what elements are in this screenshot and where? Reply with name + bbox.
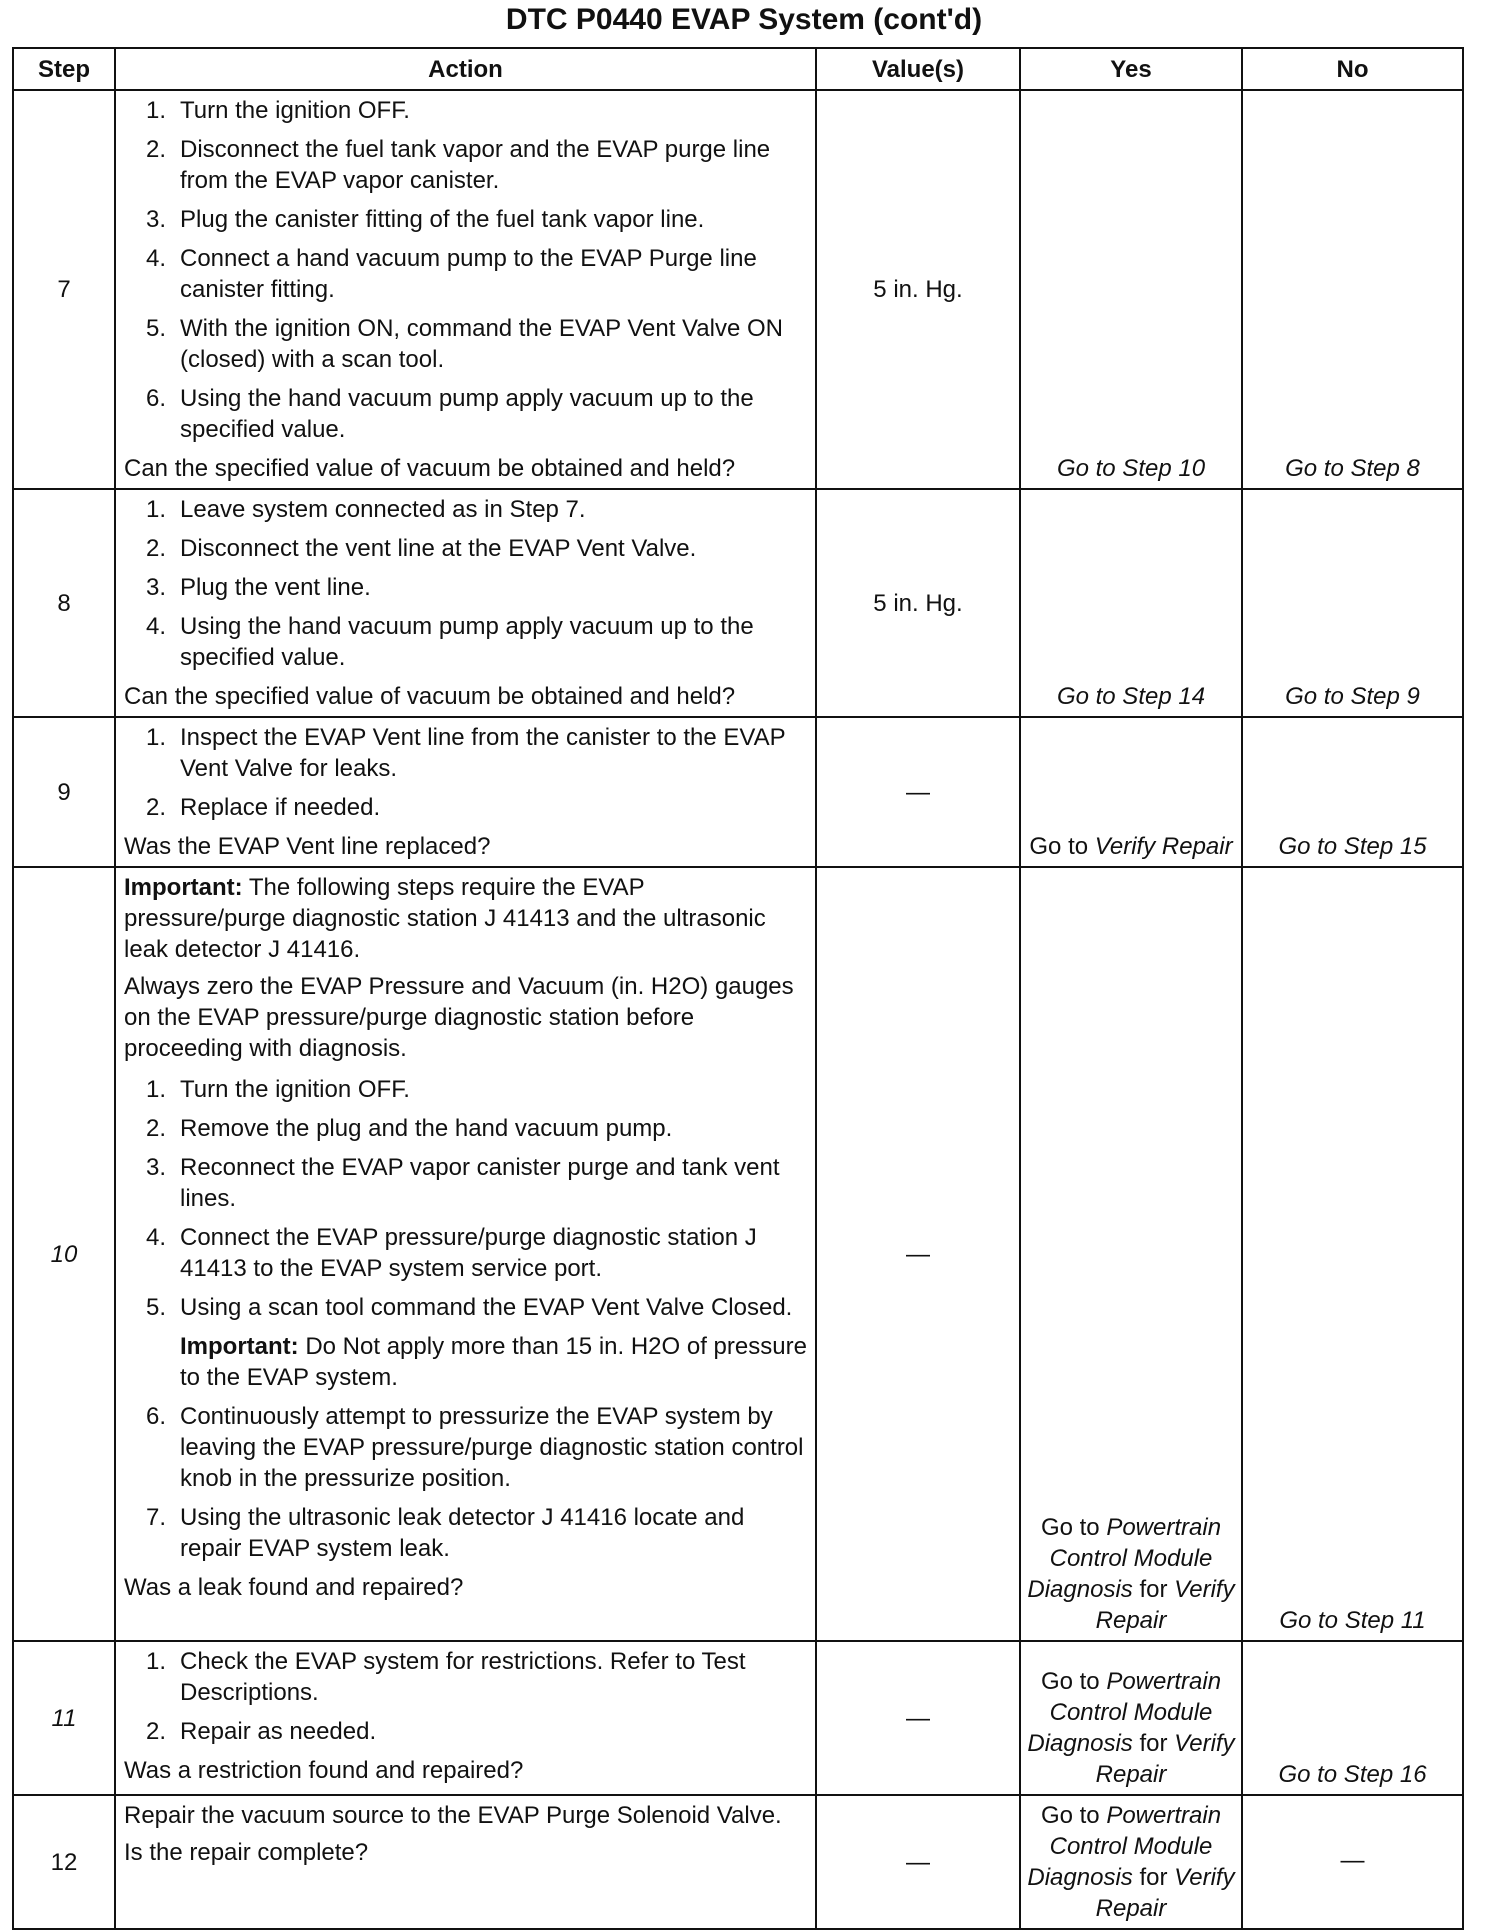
yes-cell: Go to Powertrain Control Module Diagnosis for Verify Repair (1020, 1641, 1242, 1795)
table-row (13, 90, 1463, 489)
step-number: 9 (13, 717, 115, 867)
yes-cell: Go to Step 10 (1020, 90, 1242, 489)
list-item: 2. Repair as needed. (146, 1718, 377, 1745)
action-cell (115, 489, 816, 717)
question: Was a leak found and repaired? (124, 1574, 464, 1601)
value-cell: 5 in. Hg. (816, 90, 1020, 489)
list-item: 7. Using the ultrasonic leak detector J 41416 locate and repair EVAP system leak. (146, 1504, 745, 1562)
yes-cell: Go to Powertrain Control Module Diagnosis for Verify Repair (1020, 1795, 1242, 1929)
question: Can the specified value of vacuum be obtained and held? (124, 683, 736, 710)
action-paragraph: Repair the vacuum source to the EVAP Purge Solenoid Valve. (124, 1802, 782, 1829)
no-cell: Go to Step 11 (1242, 867, 1463, 1641)
table-row (13, 1641, 1463, 1795)
action-cell (115, 1795, 816, 1929)
action-cell (115, 717, 816, 867)
list-item: 5. With the ignition ON, command the EVAP Vent Valve ON (closed) with a scan tool. (146, 315, 783, 373)
list-item: 1. Check the EVAP system for restrictions. Refer to Test Descriptions. (146, 1648, 746, 1706)
list-item: 1. Inspect the EVAP Vent line from the canister to the EVAP Vent Valve for leaks. (146, 724, 786, 782)
action-cell (115, 1641, 816, 1795)
list-item: 1. Leave system connected as in Step 7. (146, 496, 586, 523)
step-number: 8 (13, 489, 115, 717)
yes-cell: Go to Verify Repair (1020, 717, 1242, 867)
list-item: 4. Using the hand vacuum pump apply vacuum up to the specified value. (146, 613, 754, 671)
header-yes: Yes (1020, 48, 1242, 90)
list-item: 4. Connect the EVAP pressure/purge diagnostic station J 41413 to the EVAP system service port. (146, 1224, 757, 1282)
list-item: 1. Turn the ignition OFF. (146, 1076, 410, 1103)
no-cell: Go to Step 16 (1242, 1641, 1463, 1795)
action-cell (115, 90, 816, 489)
dash-mark: — (906, 1240, 930, 1268)
header-row (13, 48, 1463, 90)
document-title: DTC P0440 EVAP System (cont'd) (505, 3, 983, 36)
step-number: 12 (13, 1795, 115, 1929)
header-values: Value(s) (816, 48, 1020, 90)
question: Was a restriction found and repaired? (124, 1757, 524, 1784)
list-item: 2. Replace if needed. (146, 794, 381, 821)
step-number: 7 (13, 90, 115, 489)
list-item: 1. Turn the ignition OFF. (146, 97, 410, 124)
table-row (13, 489, 1463, 717)
value-cell (816, 1641, 1020, 1795)
step-number: 11 (13, 1641, 115, 1795)
yes-cell: Go to Powertrain Control Module Diagnosis for Verify Repair (1020, 867, 1242, 1641)
no-cell: Go to Step 8 (1242, 90, 1463, 489)
no-cell (1242, 1795, 1463, 1929)
no-cell: Go to Step 9 (1242, 489, 1463, 717)
value-cell (816, 867, 1020, 1641)
important-note: Important: The following steps require the EVAP pressure/purge diagnostic station J 41413 and the ultrasonic leak detector J 41416. (124, 874, 766, 963)
list-item: 6. Using the hand vacuum pump apply vacuum up to the specified value. (146, 385, 754, 443)
dash-mark: — (1340, 1846, 1365, 1874)
dash-mark: — (906, 778, 930, 806)
question: Was the EVAP Vent line replaced? (124, 833, 491, 860)
list-item: 3. Plug the canister fitting of the fuel tank vapor line. (146, 206, 705, 233)
header-step: Step (13, 48, 115, 90)
list-item: 2. Remove the plug and the hand vacuum pump. (146, 1115, 673, 1142)
table-row (13, 1795, 1463, 1929)
dash-mark: — (906, 1848, 930, 1876)
dash-mark: — (906, 1704, 930, 1732)
question: Is the repair complete? (124, 1839, 369, 1866)
value-cell (816, 717, 1020, 867)
list-item: 3. Reconnect the EVAP vapor canister purge and tank vent lines. (146, 1154, 780, 1212)
step-number: 10 (13, 867, 115, 1641)
list-item: 4. Connect a hand vacuum pump to the EVAP Purge line canister fitting. (146, 245, 757, 303)
list-item: 5. Using a scan tool command the EVAP Vent Valve Closed. (146, 1294, 793, 1321)
note: Always zero the EVAP Pressure and Vacuum (in. H2O) gauges on the EVAP pressure/purge diagnostic station before proceeding with diagnosis. (124, 973, 794, 1062)
table-row (13, 717, 1463, 867)
diagnostic-table (12, 47, 1464, 1930)
yes-cell: Go to Step 14 (1020, 489, 1242, 717)
header-no: No (1242, 48, 1463, 90)
no-cell: Go to Step 15 (1242, 717, 1463, 867)
list-item: 6. Continuously attempt to pressurize the EVAP system by leaving the EVAP pressure/purge diagnostic station control knob in the pressurize position. (146, 1403, 804, 1492)
list-item: 2. Disconnect the vent line at the EVAP Vent Valve. (146, 535, 697, 562)
table-row (13, 867, 1463, 1641)
action-cell (115, 867, 816, 1641)
list-item: 3. Plug the vent line. (146, 574, 371, 601)
inline-important-note: Important: Do Not apply more than 15 in. H2O of pressure to the EVAP system. (180, 1333, 807, 1391)
list-item: 2. Disconnect the fuel tank vapor and the EVAP purge line from the EVAP vapor canister. (146, 136, 771, 194)
question: Can the specified value of vacuum be obtained and held? (124, 455, 736, 482)
header-action: Action (115, 48, 816, 90)
value-cell: 5 in. Hg. (816, 489, 1020, 717)
value-cell (816, 1795, 1020, 1929)
